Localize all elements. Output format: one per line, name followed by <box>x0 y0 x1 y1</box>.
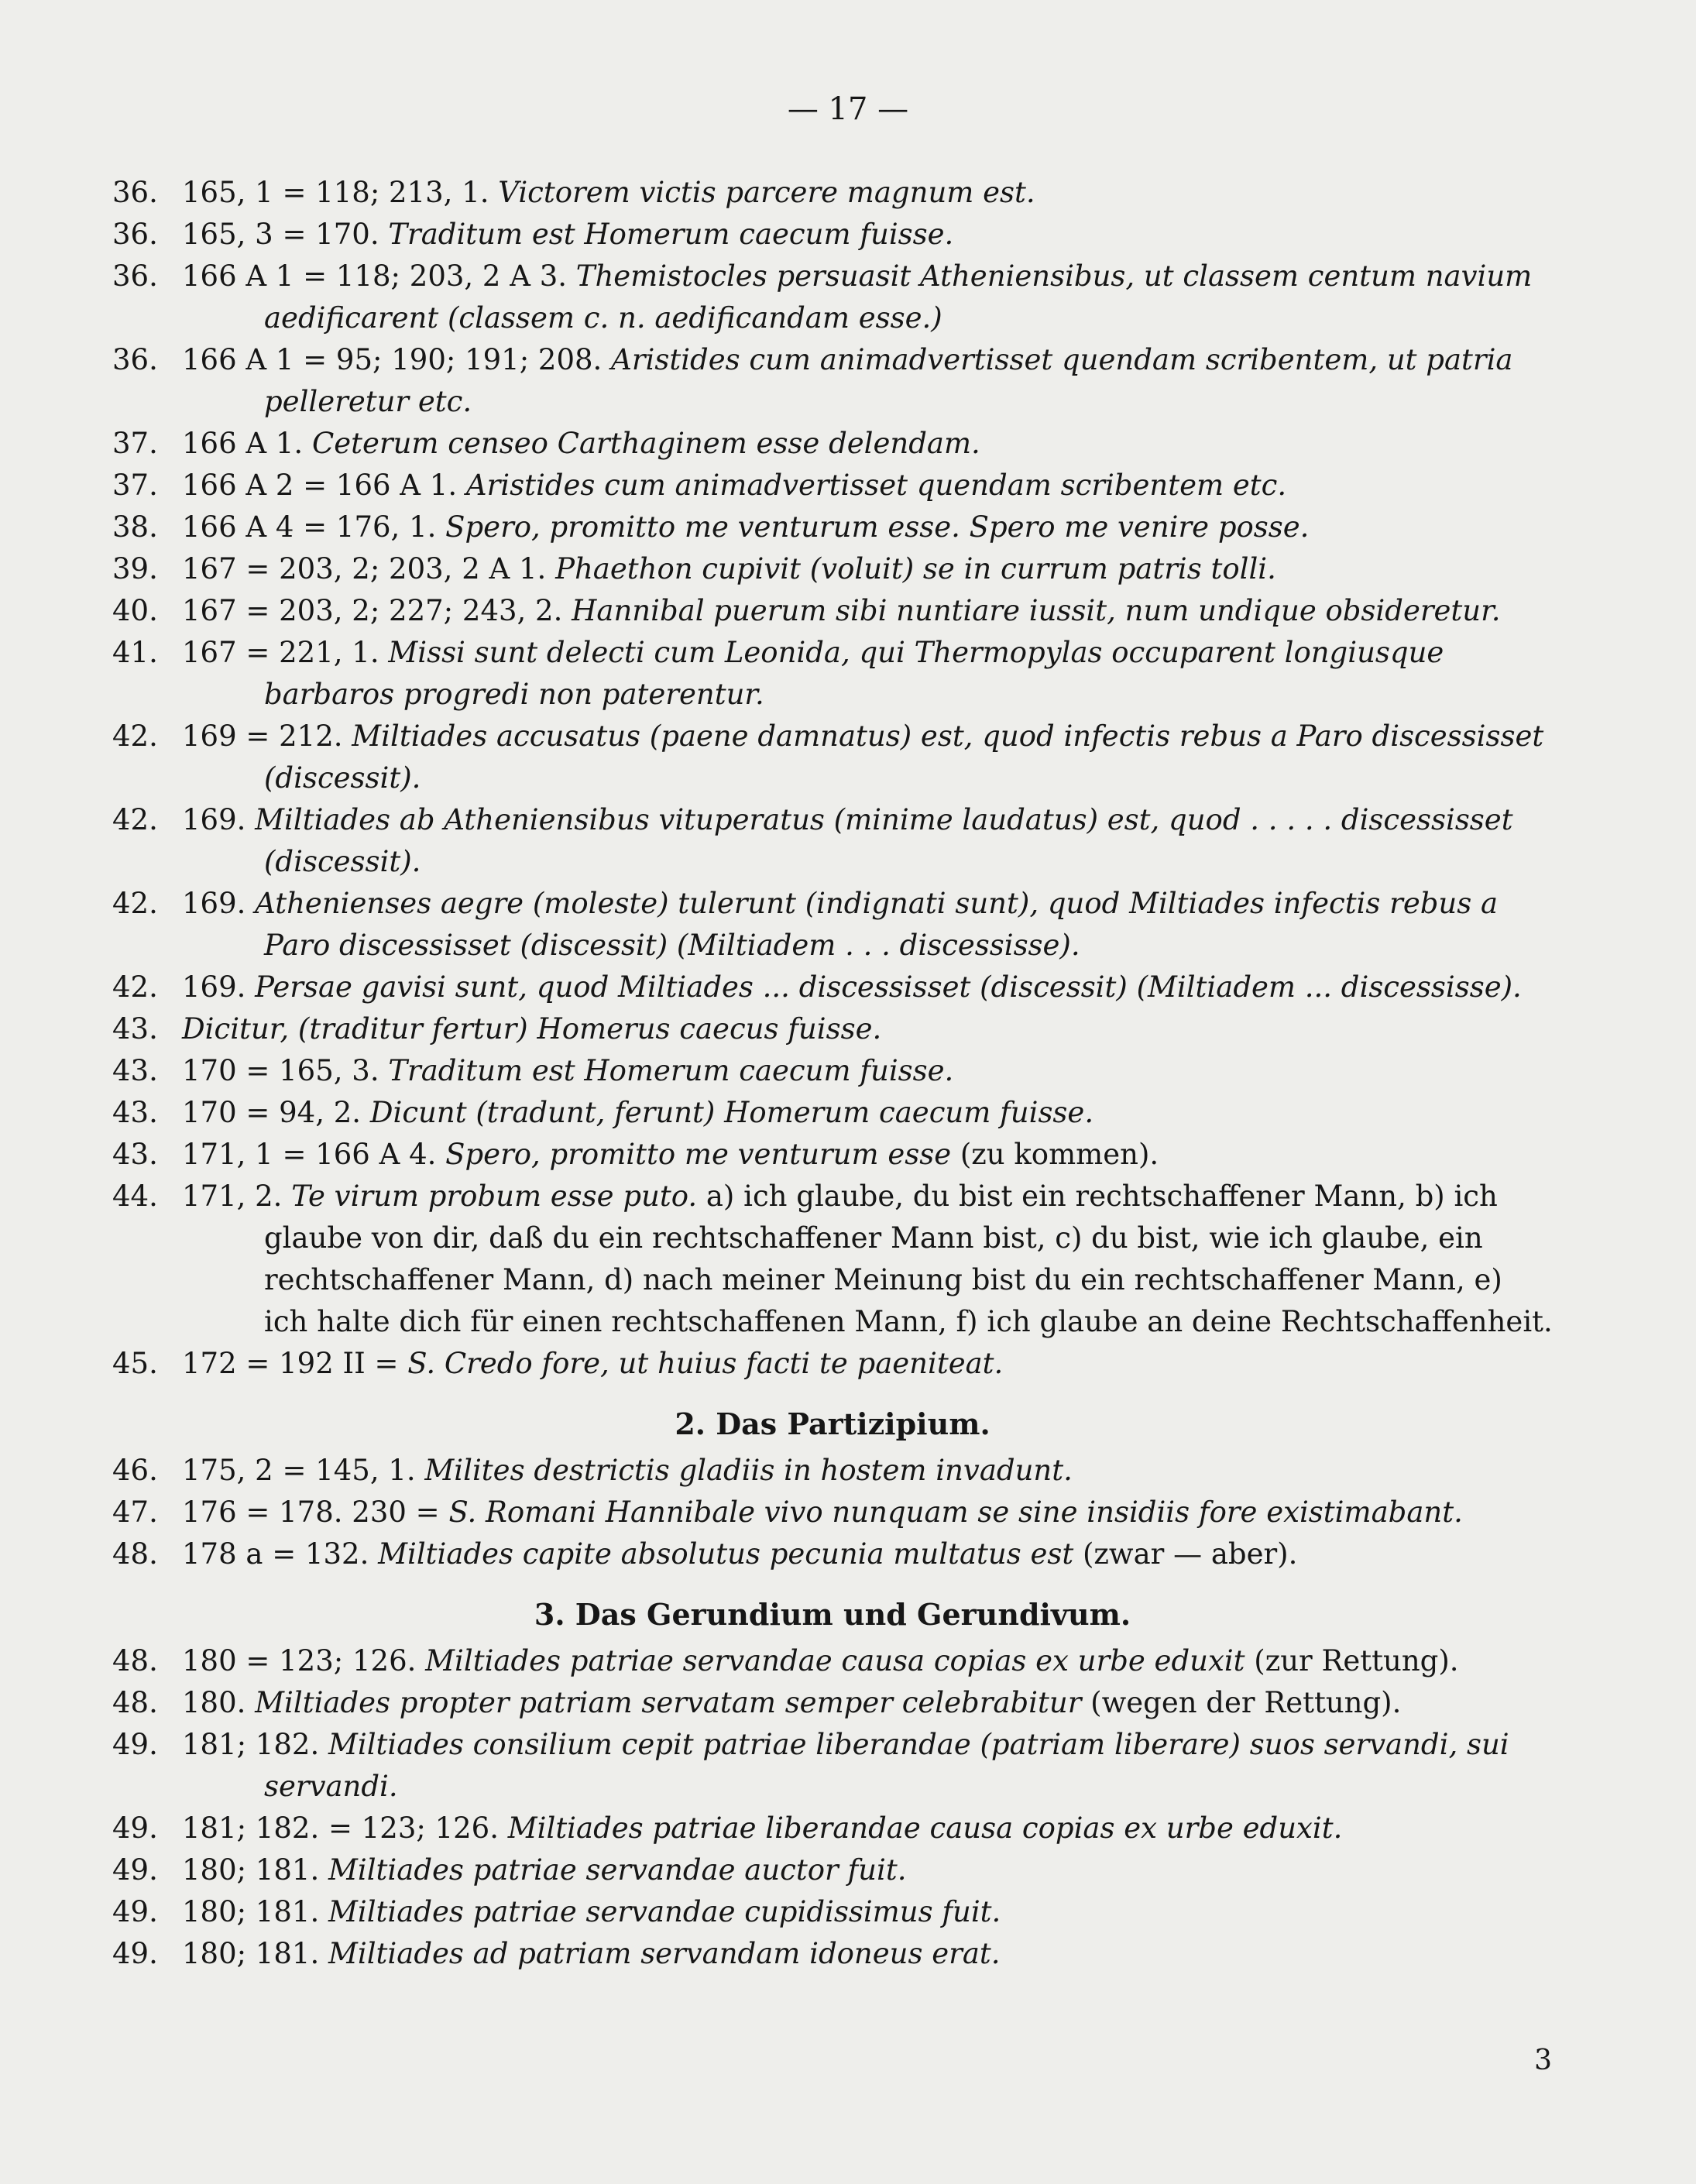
entry-text <box>182 339 1553 423</box>
latin-sentence: Miltiades patriae liberandae causa copias ex urbe eduxit. <box>507 1811 1343 1845</box>
latin-sentence: Persae gavisi sunt, quod Miltiades ... discessisset (discessit) (Miltiadem ... discessisse). <box>255 970 1522 1004</box>
latin-sentence: Victorem victis parcere magnum est. <box>498 176 1035 209</box>
entry-reference: 180 = 123; 126. <box>182 1644 417 1677</box>
list-item <box>112 507 1553 548</box>
list-item <box>112 1450 1553 1492</box>
list-item <box>112 1808 1553 1849</box>
entry-text <box>182 799 1553 883</box>
latin-sentence: Spero, promitto me venturum esse <box>445 1138 952 1171</box>
list-item <box>112 339 1553 423</box>
latin-sentence: Miltiades patriae servandae causa copias ex urbe eduxit <box>425 1644 1245 1677</box>
entry-text <box>182 1450 1553 1492</box>
entry-text <box>182 507 1553 548</box>
entry-reference: 167 = 221, 1. <box>182 636 379 669</box>
list-item <box>112 1724 1553 1808</box>
latin-sentence: Miltiades capite absolutus pecunia multatus est <box>378 1537 1074 1571</box>
entry-reference: 180; 181. <box>182 1937 320 1970</box>
entries-list <box>112 172 1553 1975</box>
list-item <box>112 548 1553 590</box>
entry-reference: 180; 181. <box>182 1895 320 1928</box>
entry-text <box>182 1891 1553 1933</box>
entry-text <box>182 1933 1553 1975</box>
entry-reference: 166 A 1. <box>182 427 304 460</box>
entry-number: 41. <box>112 636 158 669</box>
entry-number: 43. <box>112 1012 158 1046</box>
entry-reference: 166 A 1 = 95; 190; 191; 208. <box>182 343 603 376</box>
list-item <box>112 1492 1553 1533</box>
list-item <box>112 1533 1553 1575</box>
section-heading: 2. Das Partizipium. <box>675 1406 990 1441</box>
entry-text <box>182 716 1553 799</box>
list-item <box>112 1050 1553 1092</box>
latin-sentence: Traditum est Homerum caecum fuisse. <box>388 218 954 251</box>
german-gloss: (zur Rettung). <box>1245 1644 1459 1677</box>
entry-number: 43. <box>112 1096 158 1129</box>
latin-sentence: Missi sunt delecti cum Leonida, qui Thermopylas occuparent longiusque barbaros progredi non paterentur. <box>264 636 1444 711</box>
entry-text <box>182 465 1553 507</box>
entry-text <box>182 1640 1553 1682</box>
list-item <box>112 967 1553 1008</box>
entry-text <box>182 632 1553 716</box>
entry-text <box>182 590 1553 632</box>
entry-text <box>182 1134 1553 1176</box>
entry-text <box>182 1849 1553 1891</box>
latin-sentence: S. Romani Hannibale vivo nunquam se sine insidiis fore existimabant. <box>448 1495 1463 1529</box>
latin-sentence: Ceterum censeo Carthaginem esse delendam. <box>311 427 980 460</box>
entry-text <box>182 883 1553 967</box>
section-heading: 3. Das Gerundium und Gerundivum. <box>534 1597 1131 1632</box>
latin-sentence: Miltiades accusatus (paene damnatus) est, quod infectis rebus a Paro discessisset (discessit). <box>264 719 1544 795</box>
entry-reference: 180. <box>182 1686 246 1719</box>
entry-number: 36. <box>112 218 158 251</box>
german-gloss: (zwar — aber). <box>1073 1537 1298 1571</box>
entry-number: 49. <box>112 1895 158 1928</box>
entry-reference: 169. <box>182 803 246 836</box>
entry-number: 48. <box>112 1644 158 1677</box>
list-item <box>112 1849 1553 1891</box>
entry-text <box>182 256 1553 339</box>
list-item <box>112 1008 1553 1050</box>
latin-sentence: Athenienses aegre (moleste) tulerunt (indignati sunt), quod Miltiades infectis rebus a Paro discessisset (discessit) (Miltiadem . . . discessisse). <box>255 887 1499 962</box>
latin-sentence: Traditum est Homerum caecum fuisse. <box>388 1054 954 1087</box>
entry-text <box>182 423 1553 465</box>
latin-sentence: Miltiades ab Atheniensibus vituperatus (minime laudatus) est, quod . . . . . discessisset (discessit). <box>255 803 1513 878</box>
entry-reference: 169. <box>182 887 246 920</box>
entry-text <box>182 1176 1553 1343</box>
entry-reference: 176 = 178. 230 = <box>182 1495 440 1529</box>
list-item <box>112 590 1553 632</box>
entry-reference: 165, 1 = 118; 213, 1. <box>182 176 489 209</box>
german-gloss: (wegen der Rettung). <box>1081 1686 1402 1719</box>
entry-text <box>182 1343 1553 1385</box>
german-gloss: a) ich glaube, du bist ein rechtschaffener Mann, b) ich glaube von dir, daß du ein rechtschaffener Mann bist, c) du bist, wie ich glaube, ein rechtschaffener Mann, d) nach meiner Meinung bist du ein rechtschaffener Mann, e) ich halte dich für einen rechtschaffenen Mann, f) ich glaube an deine Rechtschaffenheit. <box>264 1180 1553 1338</box>
entry-text <box>182 1682 1553 1724</box>
entry-number: 42. <box>112 803 158 836</box>
latin-sentence: Miltiades patriae servandae auctor fuit. <box>328 1853 907 1887</box>
page-number: — 17 — <box>787 91 909 127</box>
entry-number: 42. <box>112 719 158 753</box>
entry-number: 37. <box>112 427 158 460</box>
entry-text <box>182 1533 1553 1575</box>
entry-reference: 178 a = 132. <box>182 1537 369 1571</box>
latin-sentence: Miltiades patriae servandae cupidissimus fuit. <box>328 1895 1001 1928</box>
entry-text <box>182 1092 1553 1134</box>
list-item <box>112 1176 1553 1343</box>
entry-reference: 171, 1 = 166 A 4. <box>182 1138 437 1171</box>
entry-number: 47. <box>112 1495 158 1529</box>
german-gloss: (zu kommen). <box>951 1138 1159 1171</box>
entry-number: 48. <box>112 1537 158 1571</box>
latin-sentence: Miltiades propter patriam servatam semper celebrabitur <box>255 1686 1082 1719</box>
latin-sentence: S. Credo fore, ut huius facti te paeniteat. <box>407 1347 1004 1380</box>
entry-reference: 180; 181. <box>182 1853 320 1887</box>
entry-number: 46. <box>112 1454 158 1487</box>
list-item <box>112 1933 1553 1975</box>
list-item <box>112 423 1553 465</box>
latin-sentence: Spero, promitto me venturum esse. Spero me venire posse. <box>445 510 1310 544</box>
entry-text <box>182 1050 1553 1092</box>
entry-reference: 172 = 192 II = <box>182 1347 399 1380</box>
list-item <box>112 716 1553 799</box>
entry-text <box>182 1008 1553 1050</box>
entry-number: 49. <box>112 1728 158 1761</box>
entry-text <box>182 1808 1553 1849</box>
list-item <box>112 172 1553 214</box>
latin-sentence: Themistocles persuasit Atheniensibus, ut classem centum navium aedificarent (classem c. n. aedificandam esse.) <box>264 259 1533 335</box>
latin-sentence: Miltiades ad patriam servandam idoneus erat. <box>328 1937 1001 1970</box>
list-item <box>112 632 1553 716</box>
list-item <box>112 214 1553 256</box>
entry-number: 48. <box>112 1686 158 1719</box>
list-item <box>112 1640 1553 1682</box>
latin-sentence: Miltiades consilium cepit patriae liberandae (patriam liberare) suos servandi, sui servandi. <box>264 1728 1509 1803</box>
entry-reference: 165, 3 = 170. <box>182 218 379 251</box>
entry-reference: 181; 182. = 123; 126. <box>182 1811 499 1845</box>
list-item <box>112 1891 1553 1933</box>
list-item <box>112 465 1553 507</box>
entry-number: 49. <box>112 1853 158 1887</box>
entry-reference: 166 A 1 = 118; 203, 2 A 3. <box>182 259 568 293</box>
entry-number: 40. <box>112 594 158 627</box>
list-item <box>112 799 1553 883</box>
entry-reference: 170 = 165, 3. <box>182 1054 379 1087</box>
latin-sentence: Phaethon cupivit (voluit) se in currum patris tolli. <box>555 552 1276 585</box>
entry-number: 38. <box>112 510 158 544</box>
latin-sentence: Hannibal puerum sibi nuntiare iussit, num undique obsideretur. <box>572 594 1501 627</box>
entry-number: 49. <box>112 1811 158 1845</box>
latin-sentence: Dicitur, (traditur fertur) Homerus caecus fuisse. <box>182 1012 882 1046</box>
entry-reference: 166 A 2 = 166 A 1. <box>182 469 458 502</box>
entry-reference: 175, 2 = 145, 1. <box>182 1454 416 1487</box>
entry-text <box>182 172 1553 214</box>
entry-number: 37. <box>112 469 158 502</box>
list-item <box>112 1134 1553 1176</box>
entry-number: 45. <box>112 1347 158 1380</box>
entry-reference: 167 = 203, 2; 203, 2 A 1. <box>182 552 547 585</box>
entry-number: 49. <box>112 1937 158 1970</box>
entry-text <box>182 1724 1553 1808</box>
entry-number: 42. <box>112 887 158 920</box>
entry-number: 43. <box>112 1138 158 1171</box>
list-item <box>112 1343 1553 1385</box>
entry-reference: 170 = 94, 2. <box>182 1096 362 1129</box>
latin-sentence: Milites destrictis gladiis in hostem invadunt. <box>424 1454 1073 1487</box>
list-item <box>112 883 1553 967</box>
entry-reference: 167 = 203, 2; 227; 243, 2. <box>182 594 563 627</box>
entry-reference: 171, 2. <box>182 1180 283 1213</box>
entry-number: 44. <box>112 1180 158 1213</box>
entry-text <box>182 1492 1553 1533</box>
list-item <box>112 256 1553 339</box>
signature-mark: 3 <box>1534 2045 1552 2076</box>
entry-number: 36. <box>112 343 158 376</box>
entry-text <box>182 967 1553 1008</box>
entry-reference: 181; 182. <box>182 1728 320 1761</box>
latin-sentence: Dicunt (tradunt, ferunt) Homerum caecum fuisse. <box>369 1096 1094 1129</box>
entry-number: 42. <box>112 970 158 1004</box>
latin-sentence: Te virum probum esse puto. <box>291 1180 698 1213</box>
entry-number: 43. <box>112 1054 158 1087</box>
entry-reference: 169 = 212. <box>182 719 343 753</box>
entry-number: 36. <box>112 176 158 209</box>
entry-number: 36. <box>112 259 158 293</box>
list-item <box>112 1092 1553 1134</box>
latin-sentence: Aristides cum animadvertisset quendam scribentem, ut patria pelleretur etc. <box>264 343 1513 418</box>
entry-text <box>182 214 1553 256</box>
list-item <box>112 1682 1553 1724</box>
entry-reference: 169. <box>182 970 246 1004</box>
entry-reference: 166 A 4 = 176, 1. <box>182 510 437 544</box>
entry-number: 39. <box>112 552 158 585</box>
latin-sentence: Aristides cum animadvertisset quendam scribentem etc. <box>465 469 1287 502</box>
entry-text <box>182 548 1553 590</box>
